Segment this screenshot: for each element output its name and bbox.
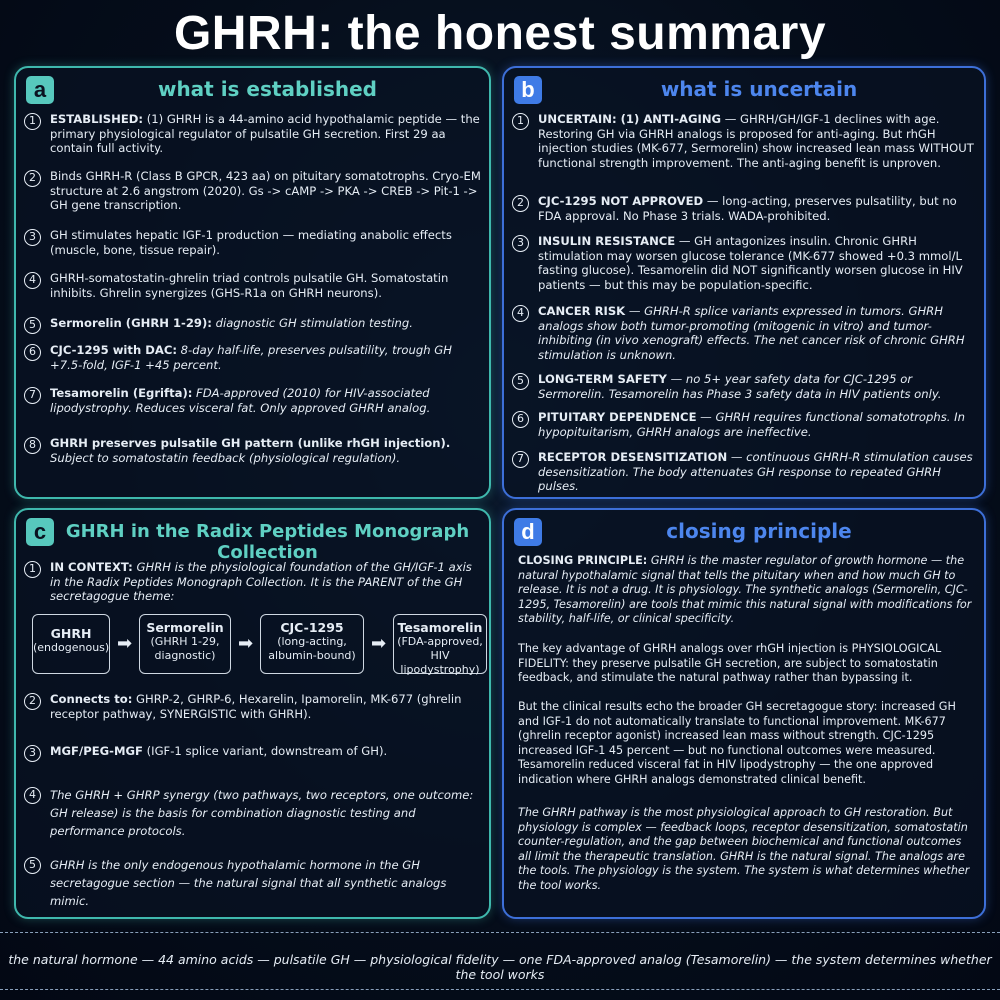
flow-box-tesamorelin	[393, 614, 487, 674]
item-number: 3	[24, 229, 41, 246]
item-number: 5	[24, 317, 41, 334]
flow-box-ghrh	[32, 614, 110, 674]
item-number: 8	[24, 437, 41, 454]
flow-box-name: GHRH	[50, 626, 92, 641]
flow-box-sub: (long-acting, albumin-bound)	[268, 635, 356, 662]
item-bold: UNCERTAIN: (1) ANTI-AGING	[538, 112, 722, 126]
item-number: 1	[24, 561, 41, 578]
item-number: 7	[512, 451, 529, 468]
item-text: 8-day half-life, preserves pulsatility, trough GH +7.5-fold, IGF-1 +45 percent.	[50, 343, 452, 372]
item-text: Subject to somatostatin feedback (physiological regulation).	[50, 450, 401, 465]
panel-badge: a	[26, 76, 54, 104]
list-item	[24, 856, 481, 910]
paragraph-text: GHRH is the master regulator of growth hormone — the natural hypothalamic signal that tells the pituitary when and how much GH to release. It is not a drug. It is physiology. The synthetic analogs (Sermorelin, CJC-1295, Tesamorelin) are tools that mimic this natural signal with modifications for stability, half-life, or clinical specificity.	[518, 554, 972, 626]
item-text: — continuous GHRH-R stimulation causes desensitization. The body attenuates GH response to repeated GHRH pulses.	[538, 450, 973, 494]
item-bold: Sermorelin (GHRH 1-29):	[50, 316, 212, 330]
item-bold: Tesamorelin (Egrifta):	[50, 386, 193, 400]
item-bold: Connects to:	[50, 692, 133, 706]
flow-box-sub: (endogenous)	[33, 641, 110, 654]
footer-text: the natural hormone — 44 amino acids — pulsatile GH — physiological fidelity — one FDA-approved analog (Tesamorelin) — the system determines whether the tool works	[8, 952, 992, 982]
flow-box-sub: (FDA-approved, HIV lipodystrophy)	[397, 635, 483, 676]
item-text: — GHRH-R splice variants expressed in tumors. GHRH analogs show both tumor-promoting (mitogenic in vitro) and tumor-inhibiting (in vivo xenograft) effects. The net cancer risk of chronic GHRH stimulation is unknown.	[538, 304, 965, 362]
item-number: 4	[512, 305, 529, 322]
paragraph-text: But the clinical results echo the broader GH secretagogue story: increased GH and IGF-1 do not automatically translate to functional improvement. MK-677 (ghrelin receptor agonist) increased lean mass without strength. CJC-1295 increased IGF-1 45 percent — but no functional outcomes were measured. Tesamorelin reduced visceral fat in HIV lipodystrophy — the one approved indication where GHRH analogs demonstrated clinical benefit.	[518, 700, 956, 786]
item-text: — long-acting, preserves pulsatility, but no FDA approval. No Phase 3 trials. WADA-prohibited.	[538, 194, 957, 223]
paragraph-text: The key advantage of GHRH analogs over rhGH injection is PHYSIOLOGICAL FIDELITY: they preserve pulsatile GH secretion, are subject to somatostatin feedback, and stimulate the natural pathway rather than bypassing it.	[518, 642, 942, 685]
paragraph-bold: CLOSING PRINCIPLE:	[518, 554, 648, 567]
item-bold: ESTABLISHED:	[50, 112, 144, 126]
flow-box-name: Tesamorelin	[397, 620, 483, 635]
arrow-right-icon: ➡	[238, 633, 254, 654]
panel-established	[14, 66, 491, 499]
item-bold: RECEPTOR DESENSITIZATION	[538, 450, 728, 464]
item-bold: INSULIN RESISTANCE	[538, 234, 676, 248]
list-item	[24, 271, 481, 300]
flow-box-name: Sermorelin	[146, 620, 224, 635]
list-item	[512, 304, 976, 362]
item-bold: CANCER RISK	[538, 304, 626, 318]
paragraph	[518, 806, 974, 894]
panel-uncertain	[502, 66, 986, 499]
panel-closing	[502, 508, 986, 919]
list-item	[24, 112, 481, 156]
item-number: 2	[512, 195, 529, 212]
item-number: 1	[24, 113, 41, 130]
item-text: — GHRH/GH/IGF-1 declines with age. Restoring GH via GHRH analogs is proposed for anti-aging. But rhGH injection studies (MK-677, Sermorelin) show increased lean mass WITHOUT functional strength improvement. The anti-aging benefit is unproven.	[538, 112, 974, 170]
item-bold: CJC-1295 with DAC:	[50, 343, 177, 357]
item-bold: CJC-1295 NOT APPROVED	[538, 194, 704, 208]
list-item	[24, 436, 481, 465]
paragraph	[518, 554, 974, 627]
item-text: — no 5+ year safety data for CJC-1295 or Sermorelin. Tesamorelin has Phase 3 safety data in HIV patients only.	[538, 372, 942, 401]
item-bold: LONG-TERM SAFETY	[538, 372, 667, 386]
item-number: 7	[24, 387, 41, 404]
item-text: GHRH is the only endogenous hypothalamic hormone in the GH secretagogue section — the natural signal that all synthetic analogs mimic.	[50, 858, 447, 908]
arrow-right-icon: ➡	[371, 633, 387, 654]
panel-badge: b	[514, 76, 542, 104]
list-item	[24, 560, 481, 604]
item-bold: MGF/PEG-MGF	[50, 744, 143, 758]
list-item	[24, 169, 481, 213]
flow-box-name: CJC-1295	[280, 620, 344, 635]
paragraph	[518, 642, 974, 686]
list-item	[24, 692, 481, 721]
paragraph	[518, 700, 974, 788]
list-item	[512, 410, 976, 439]
item-number: 3	[512, 235, 529, 252]
item-bold: GHRH preserves pulsatile GH pattern (unlike rhGH injection).	[50, 436, 451, 450]
item-number: 3	[24, 745, 41, 762]
list-item	[24, 744, 481, 759]
item-number: 4	[24, 272, 41, 289]
flow-diagram	[32, 614, 487, 676]
item-number: 5	[24, 857, 41, 874]
list-item	[24, 343, 481, 372]
item-number: 2	[24, 170, 41, 187]
arrow-right-icon: ➡	[117, 633, 133, 654]
panel-badge: c	[26, 518, 54, 546]
panel-title: what is established	[157, 77, 378, 101]
list-item	[512, 194, 976, 223]
list-item	[24, 786, 481, 840]
item-text: GHRH is the physiological foundation of the GH/IGF-1 axis in the Radix Peptides Monograph Collection. It is the PARENT of the GH secretagogue theme:	[50, 560, 472, 604]
item-text: GHRH-somatostatin-ghrelin triad controls pulsatile GH. Somatostatin inhibits. Ghrelin synergizes (GHS-R1a on GHRH neurons).	[50, 271, 449, 300]
panel-title: closing principle	[666, 519, 852, 543]
item-number: 1	[512, 113, 529, 130]
item-number: 2	[24, 693, 41, 710]
panel-badge: d	[514, 518, 542, 546]
item-text: FDA-approved (2010) for HIV-associated lipodystrophy. Reduces visceral fat. Only approved GHRH analog.	[50, 386, 431, 415]
item-text: (1) GHRH is a 44-amino acid hypothalamic peptide — the primary physiological regulator of pulsatile GH secretion. First 29 aa contain full activity.	[50, 112, 480, 156]
item-number: 6	[24, 344, 41, 361]
item-number: 5	[512, 373, 529, 390]
item-number: 4	[24, 787, 41, 804]
list-item	[512, 234, 976, 292]
list-item	[512, 112, 976, 170]
page-title: GHRH: the honest summary	[173, 7, 827, 60]
footer	[0, 932, 1000, 990]
list-item	[24, 386, 481, 415]
item-number: 6	[512, 411, 529, 428]
panel-title: GHRH in the Radix Peptides Monograph Collection	[65, 521, 470, 563]
panel-collection	[14, 508, 491, 919]
flow-box-cjc1295	[260, 614, 364, 674]
item-text: Binds GHRH-R (Class B GPCR, 423 aa) on pituitary somatotrophs. Cryo-EM structure at 2.6 angstrom (2020). Gs -> cAMP -> PKA -> CREB -> Pit-1 -> GH gene transcription.	[50, 169, 481, 213]
item-text: — GHRH requires functional somatotrophs. In hypopituitarism, GHRH analogs are ineffective.	[538, 410, 965, 439]
list-item	[24, 316, 481, 331]
paragraph-text: The GHRH pathway is the most physiological approach to GH restoration. But physiology is complex — feedback loops, receptor desensitization, somatostatin counter-regulation, and the gap between biochemical and functional outcomes all limit the therapeutic translation. GHRH is the natural signal. The analogs are the tools. The physiology is the system. The system is what determines whether the tool works.	[518, 806, 970, 892]
panel-title: what is uncertain	[660, 77, 858, 101]
item-text: GHRP-2, GHRP-6, Hexarelin, Ipamorelin, MK-677 (ghrelin receptor pathway, SYNERGISTIC with GHRH).	[50, 692, 462, 721]
list-item	[512, 450, 976, 494]
item-text: diagnostic GH stimulation testing.	[211, 316, 413, 330]
item-text: — GH antagonizes insulin. Chronic GHRH stimulation may worsen glucose tolerance (MK-677 showed +0.3 mmol/L fasting glucose). Tesamorelin did NOT significantly worsen glucose in HIV patients — but this may be population-specific.	[538, 234, 963, 292]
item-bold: PITUITARY DEPENDENCE	[538, 410, 697, 424]
flow-box-sub: (GHRH 1-29, diagnostic)	[150, 635, 220, 662]
list-item	[24, 228, 481, 257]
item-text: (IGF-1 splice variant, downstream of GH).	[142, 744, 388, 758]
item-text: GH stimulates hepatic IGF-1 production — mediating anabolic effects (muscle, bone, tissue repair).	[50, 228, 452, 257]
item-bold: IN CONTEXT:	[50, 560, 133, 574]
flow-box-sermorelin	[139, 614, 231, 674]
item-text: The GHRH + GHRP synergy (two pathways, two receptors, one outcome: GH release) is the basis for combination diagnostic testing and performance protocols.	[50, 788, 474, 838]
list-item	[512, 372, 976, 401]
